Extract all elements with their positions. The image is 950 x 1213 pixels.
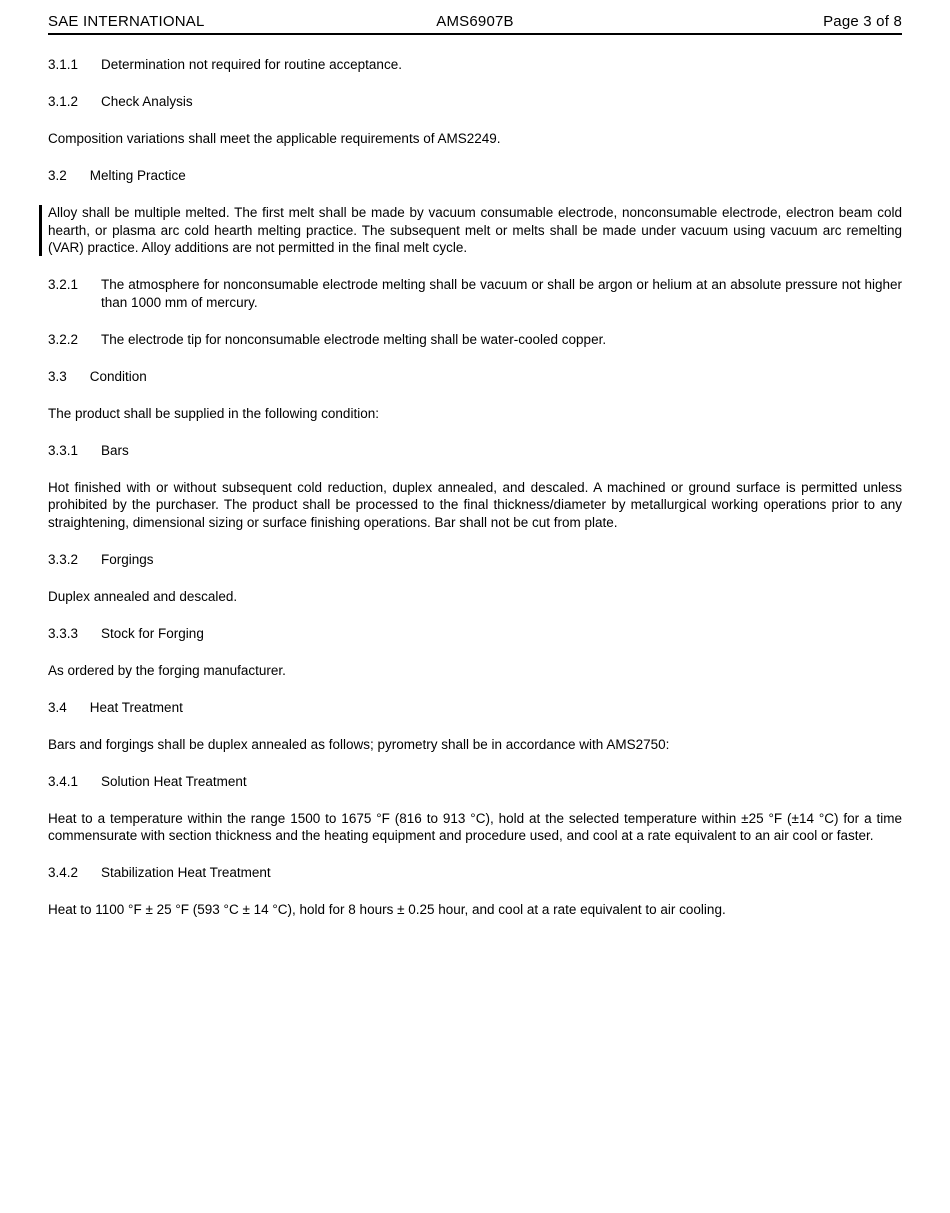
section-3.1.2 <box>48 93 902 111</box>
section-3.3 <box>48 368 902 386</box>
paragraph: Hot finished with or without subsequent cold reduction, duplex annealed, and descaled. A machined or ground surface is permitted unless prohibited by the purchaser. The product shall be processed to the final thickness/diameter by metallurgical working operations prior to any straightening, dimensional sizing or surface finishing operations. Bar shall not be cut from plate. <box>48 479 902 530</box>
section-3.4 <box>48 699 902 717</box>
section-text: Bars <box>101 442 129 458</box>
section-text: Melting Practice <box>89 168 186 183</box>
section-3.2 <box>48 167 902 185</box>
section-text: Stabilization Heat Treatment <box>101 865 271 880</box>
paragraph: Alloy shall be multiple melted. The first melt shall be made by vacuum consumable electrode, nonconsumable electrode, electron beam cold hearth, or plasma arc cold hearth melting practice. The subsequent melt or melts shall be made under vacuum using vacuum arc remelting (VAR) practice. Alloy additions are not permitted in the final melt cycle. <box>48 205 902 255</box>
section-3.2.1 <box>48 276 902 311</box>
section-text: Heat Treatment <box>89 699 183 715</box>
section-text: Check Analysis <box>101 94 193 109</box>
section-number: 3.1.1 <box>48 57 79 72</box>
header-page-number: Page 3 of 8 <box>823 13 903 30</box>
section-3.3.2 <box>48 551 902 569</box>
section-text: The atmosphere for nonconsumable electrode melting shall be vacuum or shall be argon or helium at an absolute pressure not higher than 1000 mm of mercury. <box>101 277 902 310</box>
section-number: 3.3.1 <box>48 442 79 458</box>
section-number: 3.3 <box>48 368 67 384</box>
section-3.3.1 <box>48 442 902 460</box>
section-text: Forgings <box>101 551 154 567</box>
section-number: 3.1.2 <box>48 94 79 109</box>
section-3.3.3 <box>48 625 902 643</box>
paragraph: Duplex annealed and descaled. <box>48 588 238 604</box>
paragraph: Heat to 1100 °F ± 25 °F (593 °C ± 14 °C), hold for 8 hours ± 0.25 hour, and cool at a rate equivalent to air cooling. <box>48 902 726 917</box>
section-text: Solution Heat Treatment <box>101 773 247 789</box>
section-number: 3.4.2 <box>48 865 79 880</box>
section-3.1.1 <box>48 56 902 74</box>
section-text: Stock for Forging <box>101 625 204 641</box>
page-header <box>48 13 902 35</box>
paragraph: The product shall be supplied in the following condition: <box>48 405 379 421</box>
section-3.4.1 <box>48 773 902 791</box>
section-text: Condition <box>89 368 147 384</box>
header-org-title: SAE INTERNATIONAL <box>48 13 205 30</box>
section-text: Determination not required for routine acceptance. <box>101 57 402 72</box>
header-doc-number: AMS6907B <box>436 13 514 30</box>
section-number: 3.4 <box>48 699 67 715</box>
paragraph: Composition variations shall meet the applicable requirements of AMS2249. <box>48 131 501 146</box>
section-text: The electrode tip for nonconsumable electrode melting shall be water-cooled copper. <box>101 331 607 347</box>
section-number: 3.3.3 <box>48 625 79 641</box>
section-number: 3.3.2 <box>48 551 79 567</box>
section-number: 3.2.1 <box>48 277 79 292</box>
section-number: 3.2.2 <box>48 331 79 347</box>
section-3.4.2 <box>48 864 902 882</box>
paragraph: As ordered by the forging manufacturer. <box>48 662 286 678</box>
section-number: 3.2 <box>48 168 67 183</box>
section-number: 3.4.1 <box>48 773 79 789</box>
paragraph: Bars and forgings shall be duplex annealed as follows; pyrometry shall be in accordance with AMS2750: <box>48 736 670 752</box>
section-3.2.2 <box>48 331 902 349</box>
paragraph: Heat to a temperature within the range 1500 to 1675 °F (816 to 913 °C), hold at the selected temperature within ±25 °F (±14 °C) for a time commensurate with section thickness and the heating equipment and procedure used, and cool at a rate equivalent to an air cool or faster. <box>48 810 902 843</box>
document-body <box>48 35 902 919</box>
